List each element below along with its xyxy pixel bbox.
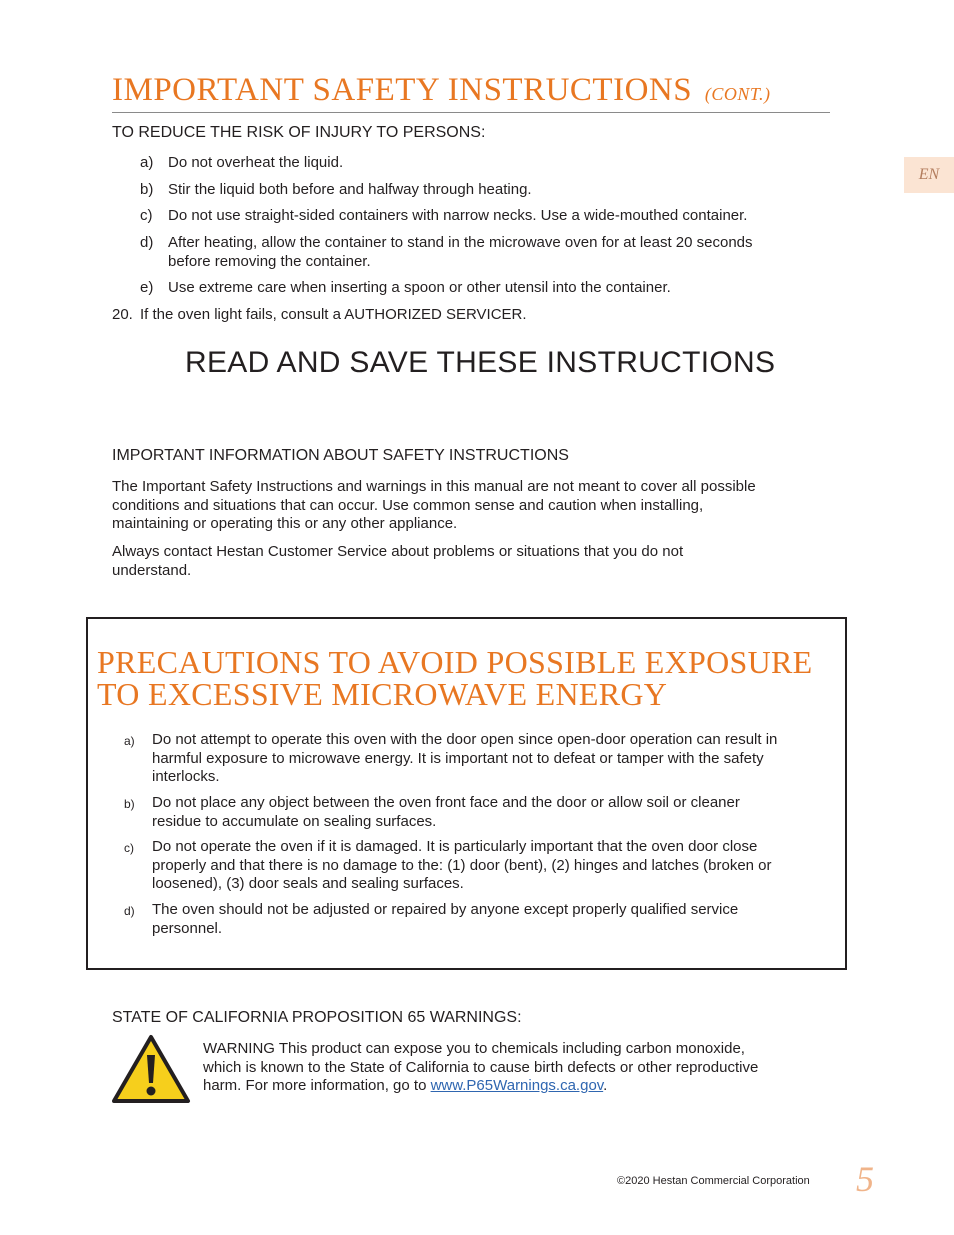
read-save-heading: READ AND SAVE THESE INSTRUCTIONS [185, 346, 776, 379]
info-paragraph-1 [112, 478, 756, 534]
text-line [203, 1077, 833, 1096]
text-line: loosened), (3) door seals and sealing surfaces. [152, 875, 464, 892]
warning-triangle-icon [111, 1033, 191, 1105]
page-title-text: IMPORTANT SAFETY INSTRUCTIONS [112, 72, 693, 108]
list-item [140, 234, 840, 272]
info-paragraph-2 [112, 543, 683, 580]
text-line: maintaining or operating this or any other appliance. [112, 515, 458, 532]
precautions-title [97, 646, 842, 710]
p65-warnings-link[interactable]: www.P65Warnings.ca.gov [430, 1077, 604, 1094]
list-marker: d) [140, 234, 154, 251]
text-line: which is known to the State of California to cause birth defects or other reproductive [203, 1058, 759, 1076]
list-text [152, 838, 840, 894]
text-segment: . [603, 1077, 608, 1094]
text-line: Do not operate the oven if it is damaged. It is particularly important that the oven door close [152, 838, 758, 855]
list-text-continued: before removing the container. [168, 253, 371, 270]
text-line: Do not attempt to operate this oven with the door open since open-door operation can result in [152, 731, 778, 748]
precautions-title-line: PRECAUTIONS TO AVOID POSSIBLE EXPOSURE [97, 644, 813, 680]
list-marker: c) [124, 841, 134, 855]
list-text: Do not use straight-sided containers with narrow necks. Use a wide-mouthed container. [168, 207, 748, 224]
list-text: After heating, allow the container to stand in the microwave oven for at least 20 seconds [168, 234, 753, 251]
text-line: Always contact Hestan Customer Service about problems or situations that you do not [112, 543, 684, 560]
text-segment: This product can expose you to chemicals including carbon monoxide, [278, 1040, 745, 1057]
text-line: residue to accumulate on sealing surfaces. [152, 812, 437, 830]
page-title [112, 72, 830, 113]
warning-label: WARNING [203, 1040, 275, 1057]
list-marker: a) [140, 154, 154, 171]
footer-copyright: ©2020 Hestan Commercial Corporation [617, 1175, 810, 1187]
text-line: understand. [112, 561, 192, 579]
page-number: 5 [856, 1159, 874, 1199]
text-line: interlocks. [152, 768, 220, 785]
text-line: The Important Safety Instructions and warnings in this manual are not meant to cover all possible [112, 478, 756, 495]
list-marker: b) [140, 181, 154, 198]
text-line: The oven should not be adjusted or repaired by anyone except properly qualified service [152, 901, 739, 918]
list-marker: a) [124, 734, 135, 748]
language-tab[interactable]: EN [904, 157, 954, 193]
list-text [152, 794, 840, 831]
text-segment: harm. For more information, go to [203, 1077, 427, 1094]
text-line: harmful exposure to microwave energy. It is important not to defeat or tamper with the safety [152, 749, 764, 767]
list-text: If the oven light fails, consult a AUTHORIZED SERVICER. [140, 306, 527, 323]
list-text [152, 901, 840, 938]
text-line: Do not place any object between the oven front face and the door or allow soil or cleaner [152, 794, 740, 811]
prop65-warning-text [203, 1040, 833, 1096]
text-line: properly and that there is no damage to the: (1) door (bent), (2) hinges and latches (broken or [152, 856, 772, 874]
list-text [152, 731, 840, 787]
list-text: Use extreme care when inserting a spoon or other utensil into the container. [168, 279, 671, 296]
text-line: conditions and situations that can occur. Use common sense and caution when installing, [112, 496, 704, 514]
text-line [203, 1040, 833, 1059]
precautions-title-line: TO EXCESSIVE MICROWAVE ENERGY [97, 676, 668, 712]
list-marker: 20. [112, 306, 133, 323]
list-marker: e) [140, 279, 154, 296]
prop65-heading: STATE OF CALIFORNIA PROPOSITION 65 WARNINGS: [112, 1009, 522, 1026]
list-marker: c) [140, 207, 153, 224]
injury-section-heading: TO REDUCE THE RISK OF INJURY TO PERSONS: [112, 124, 486, 141]
list-text: Stir the liquid both before and halfway through heating. [168, 181, 532, 198]
list-marker: d) [124, 904, 135, 918]
list-text: Do not overheat the liquid. [168, 154, 344, 171]
text-line: personnel. [152, 919, 223, 937]
page-title-suffix: (CONT.) [704, 84, 771, 104]
list-marker: b) [124, 797, 135, 811]
info-section-heading: IMPORTANT INFORMATION ABOUT SAFETY INSTRUCTIONS [112, 447, 569, 464]
